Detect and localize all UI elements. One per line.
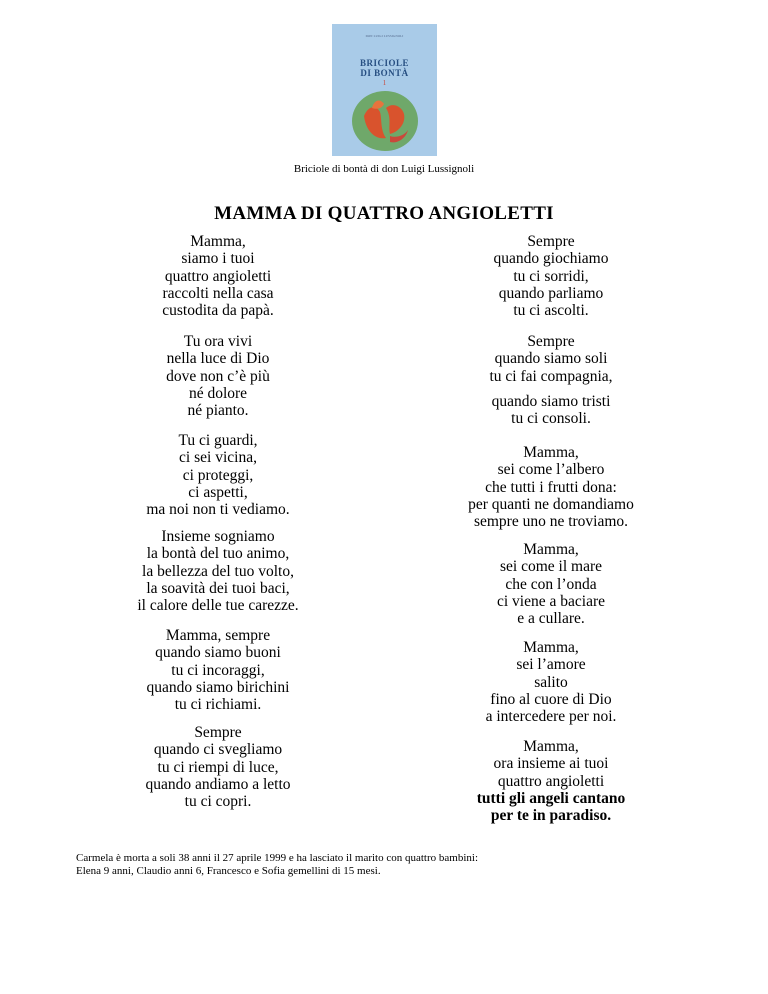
poem-line: tu ci riempi di luce, [157,758,279,776]
poem-line: Tu ci guardi, [178,432,258,449]
poem-line: Sempre [194,724,242,741]
poem-line: sei come l’albero [497,461,605,479]
poem-line: la soavità dei tuoi baci, [146,579,290,597]
poem-line: tu ci richiami. [174,696,262,714]
poem-line: Tu ora vivi [183,333,253,350]
poem-line: tu ci ascolti. [513,302,589,320]
cover-title-line-2: DI BONTÀ [360,68,409,78]
poem-stanza [118,528,318,614]
poem-line: ci aspetti, [188,483,248,501]
poem-line: la bellezza del tuo volto, [142,562,294,580]
footer-line-2: Elena 9 anni, Claudio anni 6, Francesco e Sofia gemellini di 15 mesi. [76,865,381,877]
poem-line: quando giochiamo [493,250,609,268]
poem-line: nella luce di Dio [166,350,270,368]
poem-line: ci proteggi, [182,466,254,484]
poem-stanza [118,233,318,319]
poem-line: e a cullare. [517,610,585,628]
poem-line: né dolore [188,384,248,402]
cover-title [332,58,437,78]
poem-line: quattro angioletti [164,267,272,285]
poem-line: Mamma, [523,444,579,461]
footer-line-1: Carmela è morta a soli 38 anni il 27 aprile 1999 e ha lasciato il marito con quattro bambini: [76,852,478,864]
poem-line: custodita da papà. [162,302,274,320]
poem-stanza [446,233,656,319]
book-cover-image [332,24,437,156]
poem-line: ci sei vicina, [179,449,257,467]
poem-line: quando siamo soli [494,350,608,368]
poem-line: la bontà del tuo animo, [146,545,290,563]
poem-line: quando andiamo a letto [145,775,291,793]
poem-line: dove non c’è più [166,367,270,385]
poem-line: il calore delle tue carezze. [137,597,299,615]
cover-volume-number: 1 [382,79,387,87]
poem-line: tu ci copri. [184,793,252,811]
poem-line: che con l’onda [505,575,597,593]
poem-line: fino al cuore di Dio [490,690,612,708]
poem-line: Mamma, [523,639,579,656]
poem-title: MAMMA DI QUATTRO ANGIOLETTI [214,203,554,224]
poem-line: a intercedere per noi. [485,708,617,726]
poem-line: quando siamo tristi [491,393,611,410]
poem-line: quando ci svegliamo [153,741,283,759]
poem-line: Sempre [527,233,575,250]
poem-line: salito [534,673,568,691]
poem-line: ora insieme ai tuoi [493,755,609,773]
poem-line: che tutti i frutti dona: [485,478,617,496]
poem-line: tu ci fai compagnia, [489,367,613,385]
poem-stanza [446,333,656,385]
poem-line: Mamma, [523,541,579,558]
poem-stanza [446,738,656,824]
poem-line: per te in paradiso. [490,807,612,825]
poem-line: siamo i tuoi [181,250,255,268]
poem-stanza [118,724,318,810]
poem-stanza [118,627,318,713]
poem-line: sei come il mare [500,558,602,576]
poem-line: quattro angioletti [497,772,605,790]
poem-line: tu ci sorridi, [513,267,589,285]
poem-line: sempre uno ne troviamo. [473,513,629,531]
poem-stanza [118,333,318,419]
poem-line: quando parliamo [498,284,604,302]
poem-line: Mamma, [523,738,579,755]
hands-illustration-icon [346,86,424,152]
poem-stanza [446,393,656,428]
image-caption: Briciole di bontà di don Luigi Lussignoli [293,163,475,175]
poem-line: quando siamo birichini [146,678,290,696]
poem-line: tu ci consoli. [511,410,591,428]
poem-line: raccolti nella casa [162,284,274,302]
poem-line: Sempre [527,333,575,350]
poem-line: Mamma, [190,233,246,250]
poem-stanza [446,639,656,725]
poem-line: per quanti ne domandiamo [468,495,634,513]
poem-stanza [446,541,656,627]
cover-title-line-1: BRICIOLE [359,58,409,68]
poem-line: tu ci incoraggi, [171,661,265,679]
footer-note [76,852,478,878]
poem-line: sei l’amore [516,656,586,674]
poem-line: tutti gli angeli cantano [476,789,626,807]
poem-line: ci viene a baciare [497,592,605,610]
poem-stanza [118,432,318,518]
poem-line: Insieme sogniamo [161,528,275,545]
poem-stanza [446,444,656,530]
poem-line: Mamma, sempre [165,627,271,644]
poem-line: quando siamo buoni [155,644,281,662]
poem-line: né pianto. [187,402,249,420]
poem-line: ma noi non ti vediamo. [146,501,290,519]
cover-author: DON LUIGI LUSSIGNOLI [365,34,404,38]
